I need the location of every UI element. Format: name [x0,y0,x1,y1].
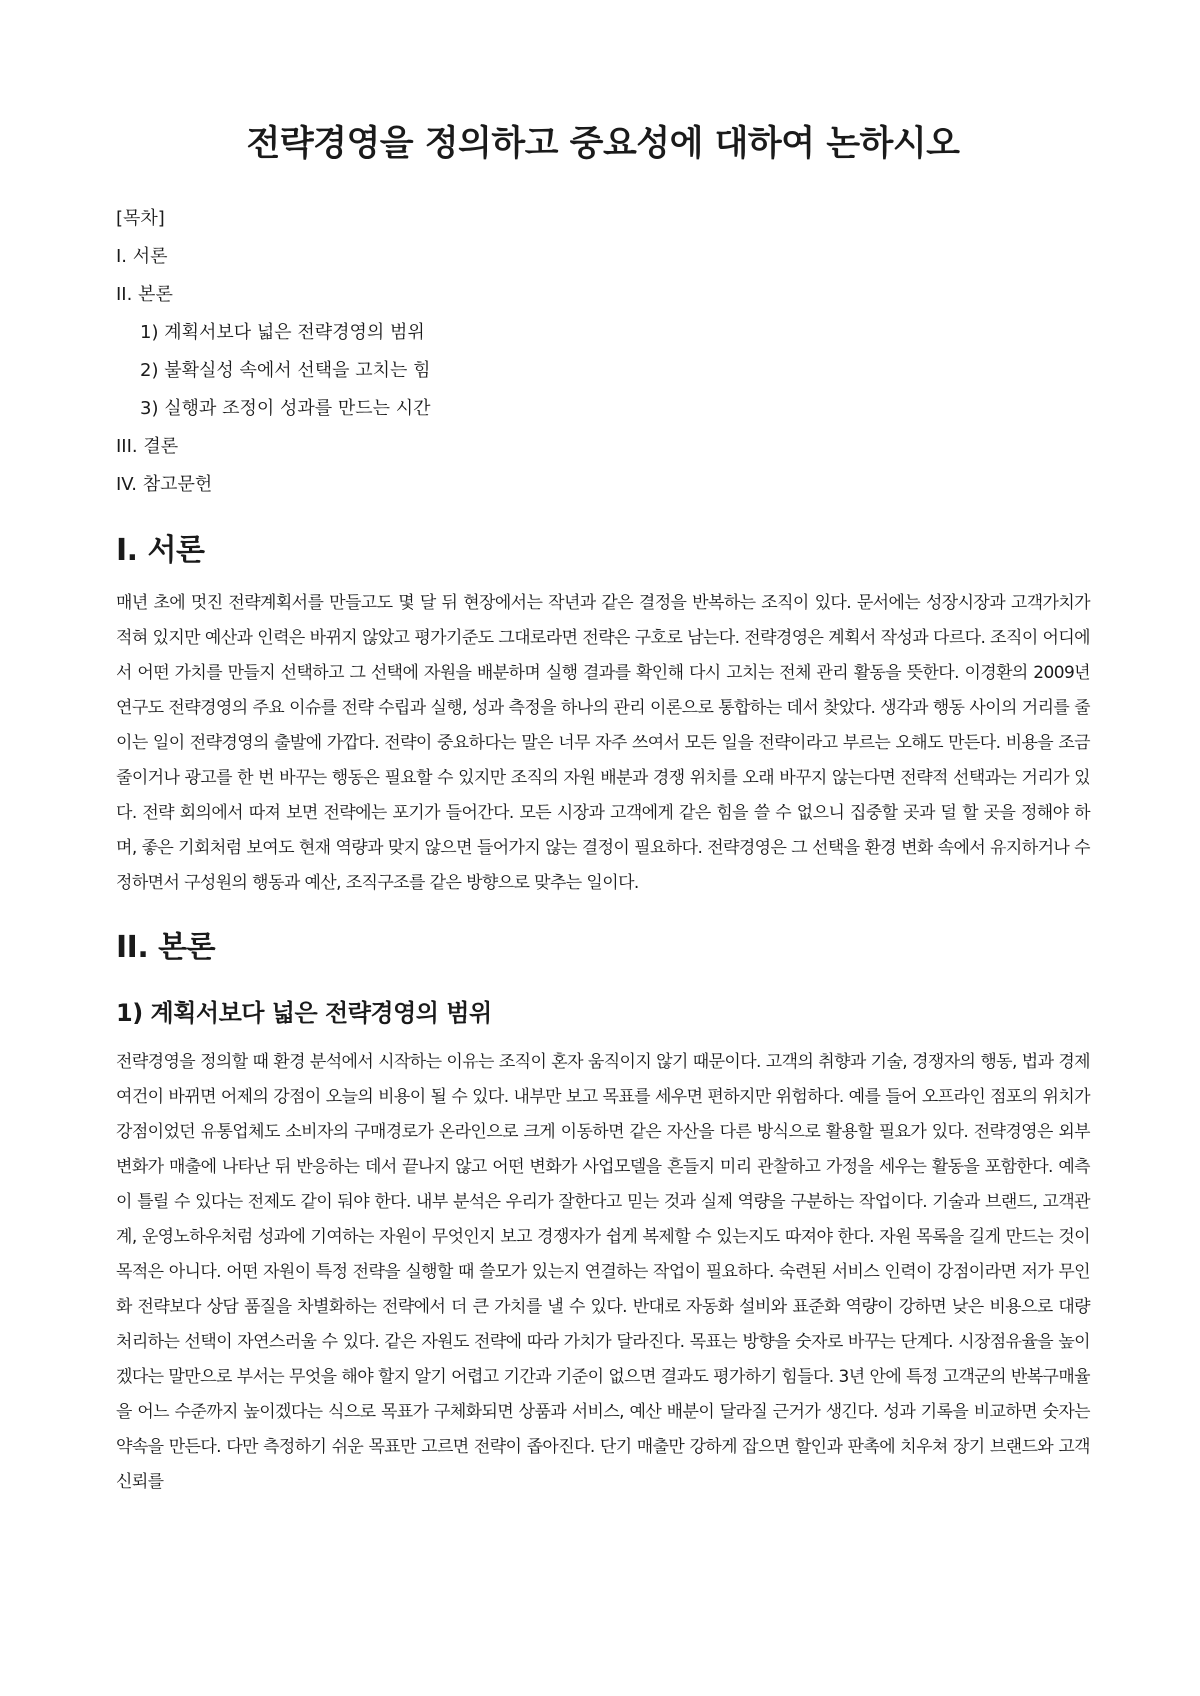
toc-item-body-2: 2) 불확실성 속에서 선택을 고치는 힘 [140,360,431,381]
subsection-title-scope: 1) 계획서보다 넓은 전략경영의 범위 [116,999,492,1027]
toc-item-conclusion: III. 결론 [116,436,179,457]
toc-item-body-3: 3) 실행과 조정이 성과를 만드는 시간 [140,398,431,419]
table-of-contents [116,238,1090,504]
toc-item-intro: I. 서론 [116,246,168,267]
toc-item-body: II. 본론 [116,284,173,305]
intro-paragraph: 매년 초에 멋진 전략계획서를 만들고도 몇 달 뒤 현장에서는 작년과 같은 결정을 반복하는 조직이 있다. 문서에는 성장시장과 고객가치가 적혀 있지만 예산과 인력은 바뀌지 않았고 평가기준도 그대로라면 전략은 구호로 남는다. 전략경영은 계획서 작성과 다르다. 조직이 어디에서 어떤 가치를 만들지 선택하고 그 선택에 자원을 배분하며 실행 결과를 확인해 다시 고치는 전체 관리 활동을 뜻한다. 이경환의 2009년 연구도 전략경영의 주요 이슈를 전략 수립과 실행, 성과 측정을 하나의 관리 이론으로 통합하는 데서 찾았다. 생각과 행동 사이의 거리를 줄이는 일이 전략경영의 출발에 가깝다. 전략이 중요하다는 말은 너무 자주 쓰여서 모든 일을 전략이라고 부르는 오해도 만든다. 비용을 조금 줄이거나 광고를 한 번 바꾸는 행동은 필요할 수 있지만 조직의 자원 배분과 경쟁 위치를 오래 바꾸지 않는다면 전략적 선택과는 거리가 있다. 전략 회의에서 따져 보면 전략에는 포기가 들어간다. 모든 시장과 고객에게 같은 힘을 쓸 수 없으니 집중할 곳과 덜 할 곳을 정해야 하며, 좋은 기회처럼 보여도 현재 역량과 맞지 않으면 들어가지 않는 결정이 필요하다. 전략경영은 그 선택을 환경 변화 속에서 유지하거나 수정하면서 구성원의 행동과 예산, 조직구조를 같은 방향으로 맞추는 일이다. [116,593,1090,893]
toc-item-body-1: 1) 계획서보다 넓은 전략경영의 범위 [140,322,425,343]
section-title-intro: I. 서론 [116,533,205,568]
toc-item-references: IV. 참고문헌 [116,474,213,495]
scope-paragraph: 전략경영을 정의할 때 환경 분석에서 시작하는 이유는 조직이 혼자 움직이지 않기 때문이다. 고객의 취향과 기술, 경쟁자의 행동, 법과 경제 여건이 바뀌면 어제의 강점이 오늘의 비용이 될 수 있다. 내부만 보고 목표를 세우면 편하지만 위험하다. 예를 들어 오프라인 점포의 위치가 강점이었던 유통업체도 소비자의 구매경로가 온라인으로 크게 이동하면 같은 자산을 다른 방식으로 활용할 필요가 있다. 전략경영은 외부 변화가 매출에 나타난 뒤 반응하는 데서 끝나지 않고 어떤 변화가 사업모델을 흔들지 미리 관찰하고 가정을 세우는 활동을 포함한다. 예측이 틀릴 수 있다는 전제도 같이 둬야 한다. 내부 분석은 우리가 잘한다고 믿는 것과 실제 역량을 구분하는 작업이다. 기술과 브랜드, 고객관계, 운영노하우처럼 성과에 기여하는 자원이 무엇인지 보고 경쟁자가 쉽게 복제할 수 있는지도 따져야 한다. 자원 목록을 길게 만드는 것이 목적은 아니다. 어떤 자원이 특정 전략을 실행할 때 쓸모가 있는지 연결하는 작업이 필요하다. 숙련된 서비스 인력이 강점이라면 저가 무인화 전략보다 상담 품질을 차별화하는 전략에서 더 큰 가치를 낼 수 있다. 반대로 자동화 설비와 표준화 역량이 강하면 낮은 비용으로 대량 처리하는 선택이 자연스러울 수 있다. 같은 자원도 전략에 따라 가치가 달라진다. 목표는 방향을 숫자로 바꾸는 단계다. 시장점유율을 높이겠다는 말만으로 부서는 무엇을 해야 할지 알기 어렵고 기간과 기준이 없으면 결과도 평가하기 힘들다. 3년 안에 특정 고객군의 반복구매율을 어느 수준까지 높이겠다는 식으로 목표가 구체화되면 상품과 서비스, 예산 배분이 달라질 근거가 생긴다. 성과 기록을 비교하면 숫자는 약속을 만든다. 다만 측정하기 쉬운 목표만 고르면 전략이 좁아진다. 단기 매출만 강하게 잡으면 할인과 판촉에 치우쳐 장기 브랜드와 고객 신뢰를 [116,1052,1090,1492]
toc-heading: [목차] [116,208,165,229]
section-title-body: II. 본론 [116,930,216,965]
document-title: 전략경영을 정의하고 중요성에 대하여 논하시오 [246,124,960,164]
